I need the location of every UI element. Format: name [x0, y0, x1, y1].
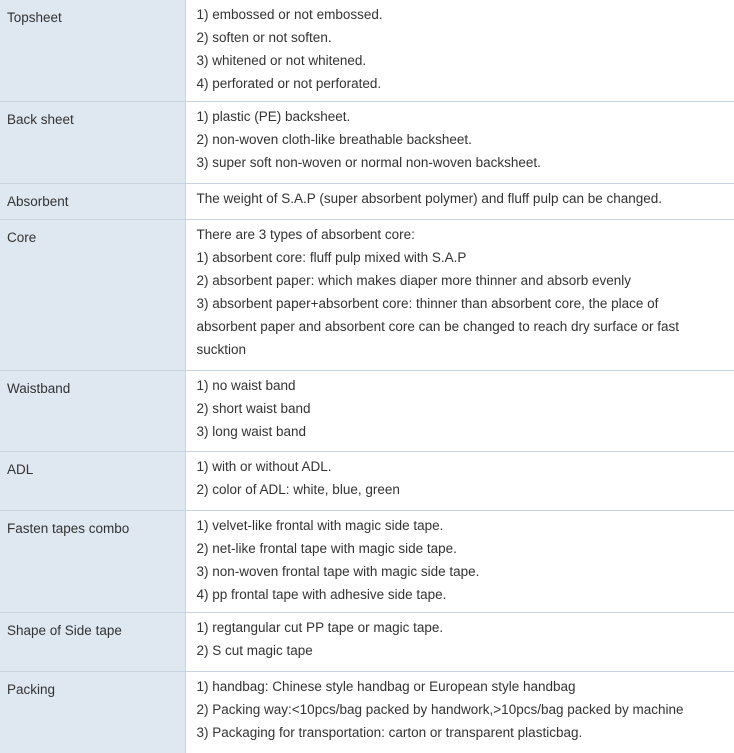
row-label: Fasten tapes combo: [0, 511, 185, 613]
value-line: absorbent paper and absorbent core can be changed to reach dry surface or fast: [196, 319, 680, 334]
value-line: 1) regtangular cut PP tape or magic tape.: [196, 620, 444, 635]
row-label: Shape of Side tape: [0, 613, 185, 672]
row-back-sheet: [0, 102, 734, 184]
row-label: Packing: [0, 672, 185, 753]
value-line: 3) long waist band: [196, 424, 307, 439]
value-line: 1) handbag: Chinese style handbag or European style handbag: [196, 679, 576, 694]
value-line: 1) embossed or not embossed.: [196, 7, 383, 22]
value-line: 2) net-like frontal tape with magic side tape.: [196, 541, 457, 556]
row-absorbent: [0, 184, 734, 220]
value-line: 1) velvet-like frontal with magic side tape.: [196, 518, 444, 533]
row-shape-of-side-tape: [0, 613, 734, 672]
row-label: Back sheet: [0, 102, 185, 184]
value-line: 2) color of ADL: white, blue, green: [196, 482, 400, 497]
row-value: [185, 184, 734, 220]
value-line: 1) plastic (PE) backsheet.: [196, 109, 351, 124]
row-adl: [0, 452, 734, 511]
value-line: 3) non-woven frontal tape with magic side tape.: [196, 564, 480, 579]
value-line: 2) absorbent paper: which makes diaper more thinner and absorb evenly: [196, 273, 631, 288]
row-value: [185, 511, 734, 613]
row-packing: [0, 672, 734, 753]
row-value: [185, 102, 734, 184]
value-line: 2) Packing way:<10pcs/bag packed by handwork,>10pcs/bag packed by machine: [196, 702, 684, 717]
row-value: [185, 0, 734, 102]
row-fasten-tapes-combo: [0, 511, 734, 613]
value-line: 4) pp frontal tape with adhesive side tape.: [196, 587, 447, 602]
value-line: 3) Packaging for transportation: carton or transparent plasticbag.: [196, 725, 583, 740]
value-line: 1) absorbent core: fluff pulp mixed with S.A.P: [196, 250, 467, 265]
row-value: [185, 672, 734, 753]
row-label: Topsheet: [0, 0, 185, 102]
value-line: 1) no waist band: [196, 378, 296, 393]
row-label: Absorbent: [0, 184, 185, 220]
row-value: [185, 613, 734, 672]
row-value: [185, 452, 734, 511]
value-line: The weight of S.A.P (super absorbent polymer) and fluff pulp can be changed.: [196, 191, 663, 206]
value-line: 2) S cut magic tape: [196, 643, 313, 658]
row-topsheet: [0, 0, 734, 102]
value-line: There are 3 types of absorbent core:: [196, 227, 415, 242]
row-label: ADL: [0, 452, 185, 511]
value-line: 2) soften or not soften.: [196, 30, 332, 45]
row-label: Waistband: [0, 371, 185, 452]
value-line: sucktion: [196, 342, 247, 357]
row-label: Core: [0, 220, 185, 371]
row-value: [185, 371, 734, 452]
value-line: 3) whitened or not whitened.: [196, 53, 367, 68]
value-line: 2) short waist band: [196, 401, 311, 416]
value-line: 3) absorbent paper+absorbent core: thinner than absorbent core, the place of: [196, 296, 659, 311]
value-line: 1) with or without ADL.: [196, 459, 332, 474]
row-waistband: [0, 371, 734, 452]
value-line: 4) perforated or not perforated.: [196, 76, 382, 91]
value-line: 2) non-woven cloth-like breathable backsheet.: [196, 132, 472, 147]
row-core: [0, 220, 734, 371]
value-line: 3) super soft non-woven or normal non-woven backsheet.: [196, 155, 541, 170]
row-value: [185, 220, 734, 371]
